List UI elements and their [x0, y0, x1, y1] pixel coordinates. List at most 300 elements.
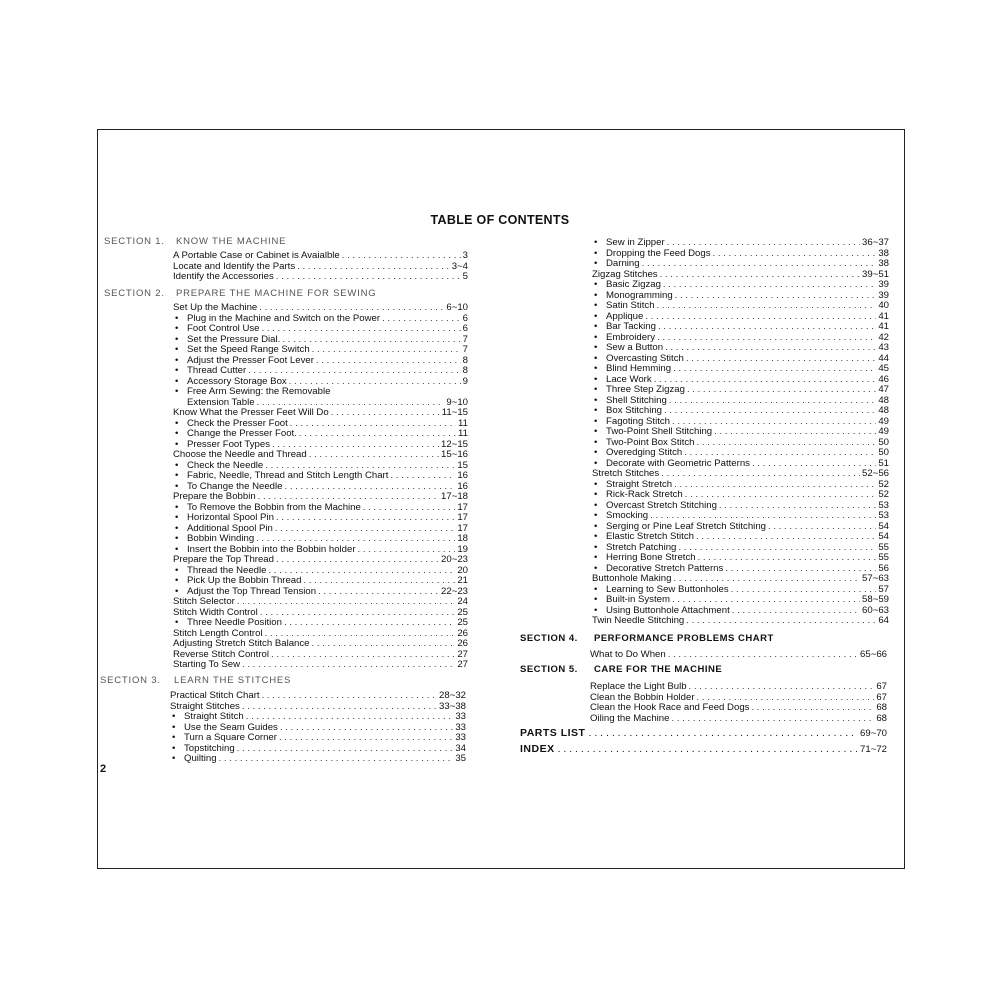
toc-entry-label: • Fabric, Needle, Thread and Stitch Length Chart	[173, 471, 388, 482]
toc-entry-label: A Portable Case or Cabinet is Avaialble	[173, 250, 340, 261]
toc-entry-label: • Lace Work	[592, 375, 652, 386]
leader-dots	[660, 270, 860, 281]
toc-entry-page: 52~56	[862, 468, 889, 479]
toc-entry-page: 53	[878, 510, 889, 521]
toc-entry	[173, 440, 468, 451]
toc-entry-label: • Embroidery	[592, 333, 655, 344]
toc-entry-label: Prepare the Bobbin	[173, 491, 256, 502]
toc-entry-page: 16	[457, 470, 468, 481]
leader-dots	[668, 650, 858, 661]
toc-entry-label: • Overcasting Stitch	[592, 354, 684, 365]
toc-entry	[590, 714, 887, 725]
toc-entry-page: 41	[878, 321, 889, 332]
leader-dots	[674, 480, 876, 491]
toc-entry	[592, 280, 889, 291]
toc-entry-label: Prepare the Top Thread	[173, 554, 274, 565]
leader-dots	[382, 314, 461, 325]
leader-dots	[664, 406, 876, 417]
leader-dots	[246, 712, 454, 723]
leader-dots	[658, 322, 876, 333]
toc-entry	[592, 448, 889, 459]
toc-entry-page: 58~59	[862, 594, 889, 605]
leader-dots	[242, 660, 455, 671]
toc-entry	[173, 660, 468, 671]
parts-list-page: 69~70	[860, 728, 887, 739]
toc-entry-page: 9~10	[446, 396, 468, 408]
leader-dots	[673, 574, 860, 585]
leader-dots	[260, 608, 456, 619]
toc-entry	[592, 616, 889, 627]
index-label: INDEX	[520, 743, 555, 755]
leader-dots	[299, 429, 456, 440]
leader-dots	[262, 324, 461, 335]
toc-entry-page: 64	[878, 615, 889, 626]
toc-entry	[173, 408, 468, 419]
index-entry	[520, 742, 887, 756]
toc-entry-label: Buttonhole Making	[592, 573, 672, 584]
parts-list-label: PARTS LIST	[520, 727, 586, 739]
toc-entry	[173, 545, 468, 556]
leader-dots	[331, 408, 440, 419]
toc-entry-label: Stretch Stitches	[592, 468, 660, 479]
toc-entry	[592, 564, 889, 575]
toc-entry-page: 11~15	[441, 407, 468, 418]
toc-entry-label: Straight Stitches	[170, 700, 240, 712]
toc-entry	[590, 703, 887, 714]
toc-entry-label: • Darning	[592, 259, 640, 270]
leader-dots	[725, 564, 876, 575]
toc-entry-page: 28~32	[439, 690, 466, 701]
toc-entry-label: • Using Buttonhole Attachment	[592, 606, 730, 617]
leader-dots	[342, 251, 461, 262]
toc-entry-label: • Rick-Rack Stretch	[592, 490, 683, 501]
toc-entry-label: • Decorate with Geometric Patterns	[592, 459, 750, 470]
leader-dots	[276, 555, 439, 566]
leader-dots	[363, 503, 455, 514]
toc-entry-label: • Two-Point Box Stitch	[592, 438, 695, 449]
toc-entry-page: 39	[878, 279, 889, 290]
toc-entry-label: • Herring Bone Stretch	[592, 553, 696, 564]
toc-entry-label: • Shell Stitching	[592, 396, 667, 407]
toc-entry-page: 33	[455, 711, 466, 722]
toc-entry-label: • Pick Up the Bobbin Thread	[173, 576, 301, 587]
leader-dots	[672, 595, 860, 606]
toc-entry	[173, 429, 468, 440]
toc-entry-label: • Monogramming	[592, 291, 673, 302]
leader-dots	[262, 691, 437, 702]
toc-entry-page: 8	[462, 365, 468, 376]
toc-entry	[592, 301, 889, 312]
toc-entry-label: • Turn a Square Corner	[170, 733, 277, 744]
section-3-continued-entries	[592, 238, 889, 627]
toc-entry-label: • Elastic Stretch Stitch	[592, 532, 694, 543]
leader-dots	[219, 754, 454, 765]
toc-entry	[592, 427, 889, 438]
toc-entry-page: 33	[455, 721, 466, 733]
toc-entry	[173, 324, 468, 335]
toc-entry	[173, 471, 468, 482]
leader-dots	[686, 616, 876, 627]
toc-entry-label: Adjusting Stretch Stitch Balance	[173, 638, 310, 649]
toc-entry-label: Locate and Identify the Parts	[173, 260, 296, 272]
leader-dots	[752, 459, 876, 470]
toc-entry	[592, 322, 889, 333]
toc-entry-label: • Satin Stitch	[592, 301, 655, 312]
leader-dots	[661, 469, 860, 480]
leader-dots	[290, 419, 456, 430]
toc-entry	[590, 650, 887, 661]
toc-entry-page: 49	[878, 426, 889, 437]
toc-entry	[173, 534, 468, 545]
toc-entry-label: • Thread the Needle	[173, 566, 266, 577]
leader-dots	[297, 262, 450, 273]
toc-entry-page: 7	[462, 333, 468, 345]
toc-entry-page: 25	[457, 617, 468, 628]
leader-dots	[279, 733, 453, 744]
toc-entry-page: 22~23	[441, 585, 468, 597]
leader-dots	[284, 618, 455, 629]
toc-entry	[173, 639, 468, 650]
toc-entry	[173, 450, 468, 461]
toc-entry-page: 67	[876, 681, 887, 692]
leader-dots	[271, 650, 455, 661]
section-3-title: LEARN THE STITCHES	[174, 675, 292, 686]
toc-entry	[173, 251, 468, 262]
toc-entry	[170, 712, 466, 723]
section-5-label: SECTION 5.	[520, 664, 578, 675]
toc-entry	[592, 532, 889, 543]
toc-entry-page: 57	[878, 583, 889, 595]
parts-list-entry	[520, 726, 887, 740]
toc-entry-label: Stitch Width Control	[173, 606, 258, 618]
toc-entry	[170, 733, 466, 744]
section-3-label: SECTION 3.	[100, 675, 161, 686]
toc-entry-label: • Smocking	[592, 511, 648, 522]
toc-entry-label: Extension Table	[187, 396, 255, 408]
toc-entry-label: • Bobbin Winding	[173, 534, 254, 545]
toc-entry-page: 6	[462, 323, 468, 334]
leader-dots	[242, 702, 437, 713]
toc-entry-label: • Adjust the Top Thread Tension	[173, 587, 316, 598]
leader-dots	[667, 238, 860, 249]
toc-entry-page: 53	[878, 499, 889, 511]
section-2-label: SECTION 2.	[104, 288, 165, 299]
toc-entry-label: Stitch Selector	[173, 596, 235, 607]
toc-entry-page: 17	[457, 522, 468, 534]
toc-entry-page: 42	[878, 331, 889, 343]
toc-entry-label: • Dropping the Feed Dogs	[592, 249, 711, 260]
toc-entry-label: What to Do When	[590, 649, 666, 660]
toc-entry-page: 56	[878, 562, 889, 574]
section-4-label: SECTION 4.	[520, 633, 578, 644]
toc-entry-page: 27	[457, 648, 468, 660]
toc-entry-page: 41	[878, 310, 889, 322]
leader-dots	[669, 396, 877, 407]
page-title: TABLE OF CONTENTS	[430, 213, 570, 227]
leader-dots	[237, 597, 455, 608]
toc-entry-label: • Blind Hemming	[592, 364, 671, 375]
toc-entry-page: 9	[462, 375, 468, 387]
toc-entry	[592, 574, 889, 585]
toc-entry-page: 46	[878, 373, 889, 385]
toc-entry-label: • Presser Foot Types	[173, 440, 270, 451]
toc-entry-page: 21	[457, 575, 468, 586]
toc-entry-page: 6	[462, 312, 468, 324]
section-5-entries	[590, 682, 887, 724]
toc-entry	[173, 618, 468, 629]
toc-entry-label: • Bar Tacking	[592, 322, 656, 333]
leader-dots	[312, 345, 461, 356]
toc-entry-label: • Use the Seam Guides	[170, 723, 278, 734]
toc-entry-page: 54	[878, 520, 889, 532]
leader-dots	[751, 703, 874, 714]
leader-dots	[713, 249, 877, 260]
toc-entry-page: 38	[878, 258, 889, 269]
toc-entry-label: • Topstitching	[170, 744, 235, 755]
toc-entry-label: Replace the Light Bulb	[590, 681, 687, 692]
index-page: 71~72	[860, 744, 887, 755]
toc-entry	[173, 555, 468, 566]
leader-dots	[390, 471, 455, 482]
toc-entry-label: Twin Needle Stitching	[592, 615, 685, 626]
toc-entry-label: • Basic Zigzag	[592, 280, 661, 291]
toc-entry	[173, 387, 468, 398]
toc-entry-page: 17~18	[441, 491, 468, 502]
toc-entry-page: 26	[457, 627, 468, 639]
toc-entry-page: 47	[878, 384, 889, 395]
toc-entry-page: 5	[462, 271, 468, 282]
toc-entry-page: 50	[878, 436, 889, 448]
toc-entry-page: 45	[878, 363, 889, 374]
leader-dots	[673, 364, 876, 375]
toc-entry-page: 54	[878, 531, 889, 542]
leader-dots	[657, 333, 876, 344]
toc-entry-label: • Three Needle Position	[173, 618, 282, 629]
toc-entry-page: 34	[455, 742, 466, 754]
toc-entry-label: • Additional Spool Pin	[173, 524, 273, 535]
section-1-title: KNOW THE MACHINE	[176, 236, 287, 247]
toc-entry	[592, 490, 889, 501]
toc-entry	[173, 587, 468, 598]
toc-entry-label: • Free Arm Sewing: the Removable	[173, 387, 330, 398]
leader-dots	[645, 312, 876, 323]
toc-entry-label: • Learning to Sew Buttonholes	[592, 585, 729, 596]
toc-entry-page: 55	[878, 552, 889, 563]
toc-entry	[170, 691, 466, 702]
toc-entry	[592, 364, 889, 375]
toc-entry-label: Zigzag Stitches	[592, 268, 658, 280]
toc-entry-label: • Insert the Bobbin into the Bobbin holder	[173, 545, 356, 556]
leader-dots	[687, 385, 876, 396]
leader-dots	[696, 532, 876, 543]
section-5-title: CARE FOR THE MACHINE	[594, 664, 723, 675]
toc-entry-page: 3~4	[451, 260, 468, 272]
leader-dots	[248, 366, 460, 377]
leader-dots	[665, 343, 876, 354]
section-4-entries	[590, 650, 887, 661]
toc-entry-page: 33~38	[439, 700, 466, 712]
toc-entry-label: • Serging or Pine Leaf Stretch Stitching	[592, 522, 766, 533]
leader-dots	[284, 482, 455, 493]
leader-dots	[650, 511, 876, 522]
toc-entry-page: 20	[457, 564, 468, 576]
toc-entry-page: 12~15	[441, 438, 468, 450]
toc-entry-page: 35	[455, 753, 466, 764]
section-1-entries	[173, 251, 468, 283]
leader-dots	[280, 723, 453, 734]
toc-entry-label: • Set the Pressure Dial.	[173, 335, 280, 346]
leader-dots	[276, 513, 455, 524]
leader-dots	[719, 501, 876, 512]
toc-entry	[592, 469, 889, 480]
toc-entry-page: 33	[455, 732, 466, 743]
toc-entry-label: • Overcast Stretch Stitching	[592, 501, 717, 512]
toc-entry	[592, 385, 889, 396]
leader-dots	[685, 490, 877, 501]
toc-entry-label: • Sew a Button	[592, 343, 663, 354]
toc-entry-label: Starting To Sew	[173, 659, 241, 670]
toc-entry-label: Oiling the Machine	[590, 712, 670, 724]
leader-dots	[309, 450, 439, 461]
section-1-label: SECTION 1.	[104, 236, 165, 247]
leader-dots	[276, 272, 461, 283]
leader-dots	[714, 427, 876, 438]
toc-entry-page: 19	[457, 543, 468, 555]
toc-entry-label: • Fagoting Stitch	[592, 417, 670, 428]
leader-dots	[558, 742, 857, 756]
toc-entry	[592, 595, 889, 606]
toc-entry-label: • Built-in System	[592, 595, 670, 606]
toc-entry-page: 26	[457, 638, 468, 649]
toc-entry-label: • Plug in the Machine and Switch on the Power	[173, 314, 380, 325]
toc-entry-page: 6~10	[446, 302, 468, 313]
toc-entry-page: 3	[462, 250, 468, 261]
toc-entry-label: • Check the Presser Foot	[173, 419, 288, 430]
toc-entry	[173, 482, 468, 493]
toc-entry-label: Clean the Hook Race and Feed Dogs	[590, 702, 750, 713]
toc-entry	[173, 597, 468, 608]
leader-dots	[259, 303, 444, 314]
toc-entry-label: • Applique	[592, 312, 643, 323]
toc-entry-page: 7	[462, 344, 468, 355]
toc-entry-label: Know What the Presser Feet Will Do	[173, 407, 329, 418]
toc-entry-page: 39	[878, 289, 889, 301]
leader-dots	[686, 354, 876, 365]
toc-entry-label: • Straight Stitch	[170, 712, 244, 723]
toc-entry-page: 67	[876, 691, 887, 703]
toc-entry-label: • Adjust the Presser Foot Lever	[173, 356, 314, 367]
leader-dots	[312, 639, 456, 650]
toc-entry-page: 18	[457, 533, 468, 544]
toc-entry-page: 57~63	[862, 573, 889, 584]
toc-entry-label: • Horizontal Spool Pin	[173, 513, 274, 524]
toc-entry-page: 38	[878, 247, 889, 259]
leader-dots	[318, 587, 439, 598]
leader-dots	[663, 280, 876, 291]
toc-entry-label: • Accessory Storage Box	[173, 377, 287, 388]
toc-entry-label: • Foot Control Use	[173, 324, 260, 335]
toc-entry-label: • Quilting	[170, 754, 217, 765]
leader-dots	[678, 543, 876, 554]
toc-entry-label: • Check the Needle	[173, 461, 263, 472]
leader-dots	[275, 524, 455, 535]
toc-entry-label: • Stretch Patching	[592, 543, 676, 554]
toc-entry	[170, 754, 466, 765]
leader-dots	[588, 726, 857, 740]
leader-dots	[657, 301, 877, 312]
toc-entry-label: • Change the Presser Foot.	[173, 429, 297, 440]
toc-entry-page: 11	[458, 428, 468, 439]
toc-entry-label: • Decorative Stretch Patterns	[592, 564, 723, 575]
toc-entry-page: 27	[457, 659, 468, 670]
leader-dots	[698, 553, 877, 564]
toc-entry	[173, 492, 468, 503]
leader-dots	[675, 291, 877, 302]
toc-entry-label: • Sew in Zipper	[592, 238, 665, 249]
toc-entry-page: 24	[457, 596, 468, 607]
toc-entry-label: • Three Step Zigzag	[592, 385, 685, 396]
section-4-title: PERFORMANCE PROBLEMS CHART	[594, 633, 774, 644]
toc-entry-page: 25	[457, 606, 468, 618]
toc-entry-page: 15~16	[441, 449, 468, 460]
leader-dots	[684, 448, 876, 459]
toc-entry-label: • Box Stitching	[592, 406, 662, 417]
section-2-entries	[173, 303, 468, 671]
toc-entry-page: 15	[457, 459, 468, 471]
toc-entry-page: 68	[876, 702, 887, 713]
toc-entry-label: Reverse Stitch Control	[173, 648, 269, 660]
toc-entry-page: 55	[878, 541, 889, 553]
page-number: 2	[100, 763, 107, 775]
leader-dots	[258, 492, 439, 503]
toc-entry-page: 39~51	[862, 268, 889, 280]
toc-entry-label: Set Up the Machine	[173, 302, 258, 313]
toc-entry-page: 50	[878, 447, 889, 458]
toc-entry-label: • To Change the Needle	[173, 482, 282, 493]
leader-dots	[768, 522, 876, 533]
leader-dots	[689, 682, 875, 693]
toc-entry	[592, 343, 889, 354]
toc-entry	[590, 682, 887, 693]
toc-entry-label: • To Remove the Bobbin from the Machine	[173, 503, 361, 514]
toc-entry-label: Practical Stitch Chart	[170, 690, 260, 701]
toc-entry	[592, 511, 889, 522]
toc-entry-page: 51	[878, 457, 889, 469]
toc-entry-page: 16	[457, 480, 468, 492]
leader-dots	[256, 534, 455, 545]
toc-entry	[173, 513, 468, 524]
leader-dots	[303, 576, 455, 587]
toc-entry-page: 65~66	[860, 649, 887, 660]
toc-entry-label: Choose the Needle and Thread	[173, 449, 307, 460]
leader-dots	[237, 744, 454, 755]
toc-entry-page: 11	[458, 417, 468, 429]
toc-entry-page: 20~23	[441, 554, 468, 565]
section-3-entries	[170, 691, 466, 765]
toc-entry-label: • Thread Cutter	[173, 366, 246, 377]
toc-entry-label: • Set the Speed Range Switch	[173, 345, 310, 356]
leader-dots	[316, 356, 461, 367]
leader-dots	[671, 714, 874, 725]
toc-entry-page: 40	[878, 300, 889, 311]
section-2-title: PREPARE THE MACHINE FOR SEWING	[176, 288, 377, 299]
toc-entry-page: 43	[878, 342, 889, 353]
toc-entry	[592, 259, 889, 270]
toc-entry	[173, 272, 468, 283]
toc-entry-page: 17	[457, 512, 468, 523]
toc-entry-page: 68	[876, 712, 887, 724]
toc-entry-page: 36~37	[862, 237, 889, 248]
